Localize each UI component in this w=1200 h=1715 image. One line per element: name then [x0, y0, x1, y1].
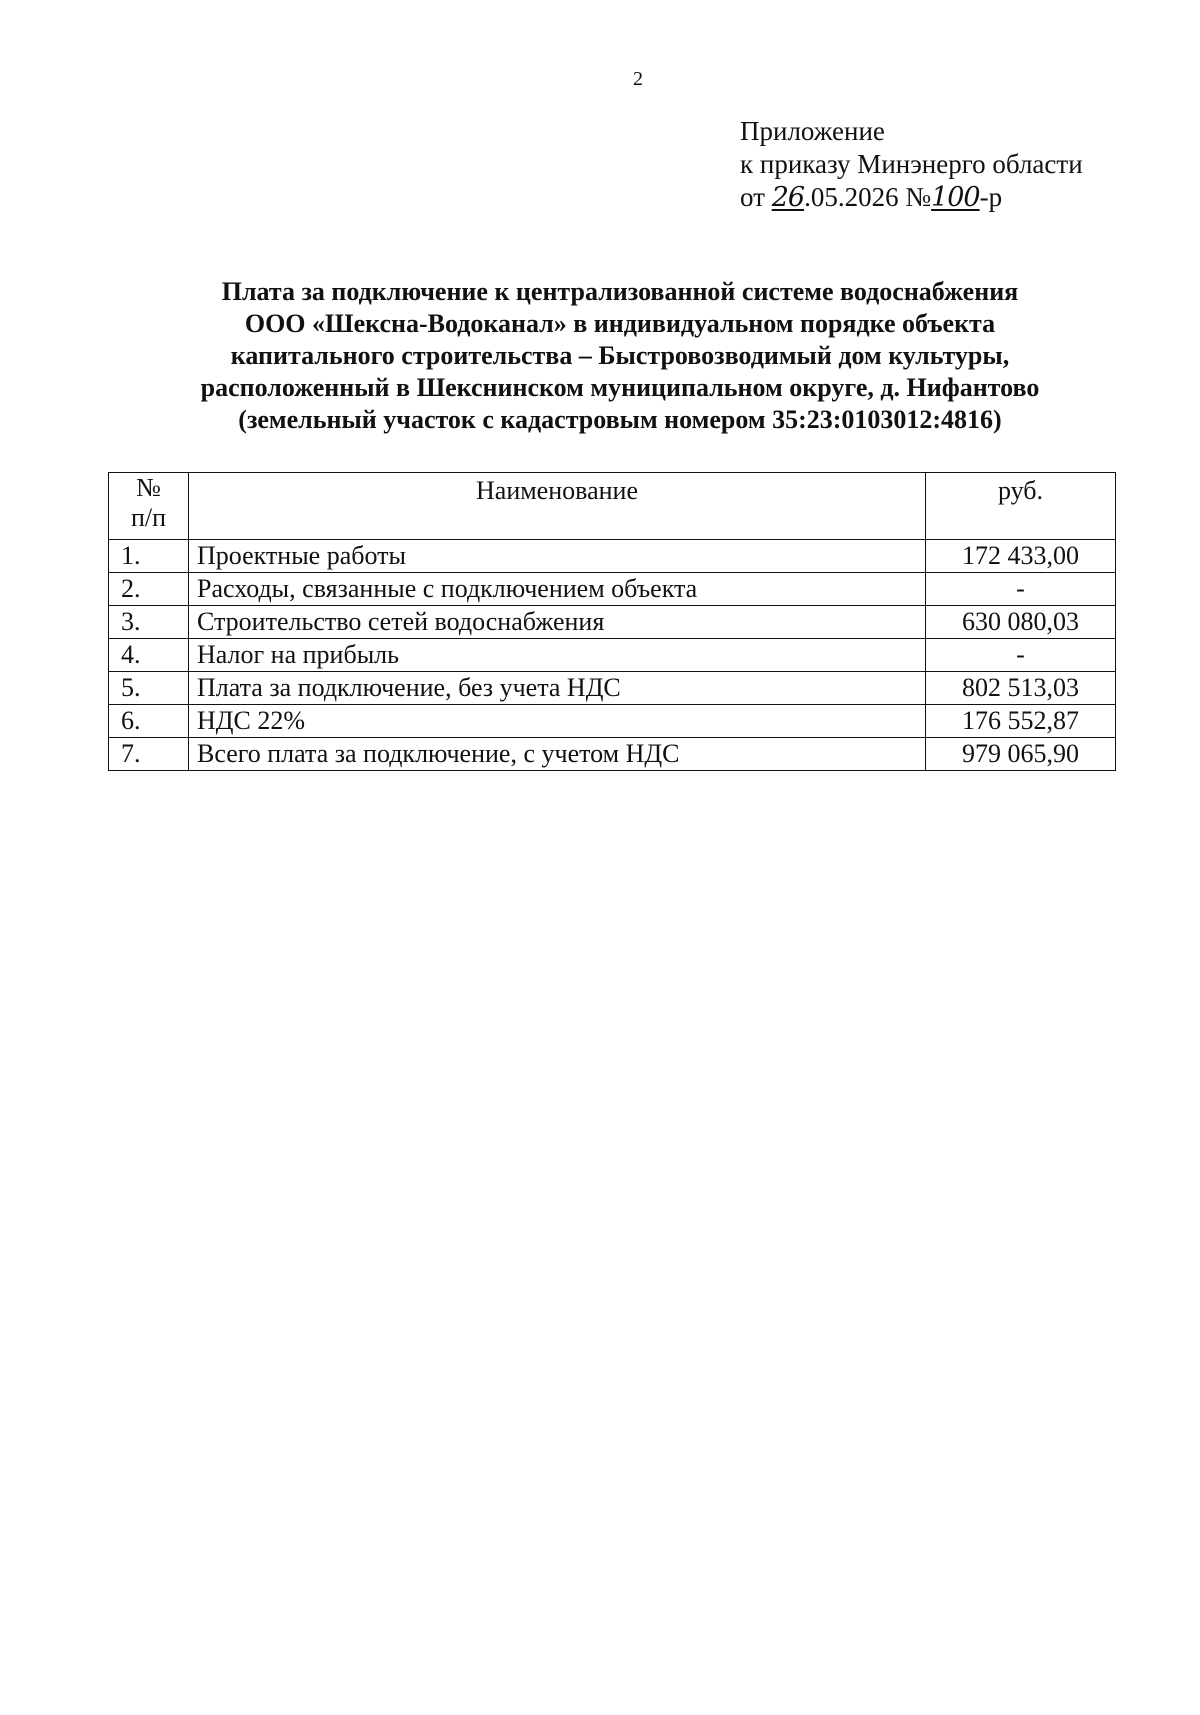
row-number: 4.	[109, 639, 189, 672]
appendix-block	[740, 115, 1083, 214]
table-row	[109, 639, 1116, 672]
row-name: НДС 22%	[189, 705, 926, 738]
date-rest: .05.2026 №	[804, 182, 932, 212]
row-number: 6.	[109, 705, 189, 738]
row-amount: -	[926, 573, 1116, 606]
fee-table	[108, 472, 1116, 771]
row-name: Проектные работы	[189, 540, 926, 573]
table-row	[109, 606, 1116, 639]
row-amount: 172 433,00	[926, 540, 1116, 573]
page-number: 2	[633, 68, 643, 90]
document-title	[120, 276, 1120, 436]
table-row	[109, 540, 1116, 573]
row-name: Налог на прибыль	[189, 639, 926, 672]
header-name: Наименование	[189, 473, 926, 540]
header-amount: руб.	[926, 473, 1116, 540]
row-number: 2.	[109, 573, 189, 606]
row-name: Строительство сетей водоснабжения	[189, 606, 926, 639]
row-amount: 176 552,87	[926, 705, 1116, 738]
order-suffix: -р	[979, 182, 1003, 212]
appendix-title: Приложение	[740, 116, 885, 146]
row-number: 5.	[109, 672, 189, 705]
title-line: (земельный участок с кадастровым номером 35:23:0103012:4816)	[238, 405, 1002, 434]
table-row	[109, 672, 1116, 705]
row-number: 7.	[109, 738, 189, 771]
row-number: 1.	[109, 540, 189, 573]
row-name: Расходы, связанные с подключением объекта	[189, 573, 926, 606]
row-name: Плата за подключение, без учета НДС	[189, 672, 926, 705]
title-line: Плата за подключение к централизованной системе водоснабжения	[221, 277, 1019, 306]
row-amount: 979 065,90	[926, 738, 1116, 771]
table-header-row	[109, 473, 1116, 540]
table-row	[109, 738, 1116, 771]
table-row	[109, 705, 1116, 738]
handwritten-order-number: 100	[931, 182, 980, 213]
title-line: ООО «Шексна-Водоканал» в индивидуальном порядке объекта	[244, 309, 996, 338]
appendix-order-ref: к приказу Минэнерго области	[740, 149, 1083, 179]
row-name: Всего плата за подключение, с учетом НДС	[189, 738, 926, 771]
title-line: расположенный в Шекснинском муниципальном округе, д. Нифантово	[200, 373, 1040, 402]
header-number-sign: №	[136, 473, 161, 502]
row-amount: -	[926, 639, 1116, 672]
handwritten-day: 26	[771, 182, 805, 213]
row-amount: 802 513,03	[926, 672, 1116, 705]
header-number	[109, 473, 189, 540]
title-line: капитального строительства – Быстровозводимый дом культуры,	[230, 341, 1010, 370]
row-number: 3.	[109, 606, 189, 639]
date-prefix: от	[740, 182, 772, 212]
table-row	[109, 573, 1116, 606]
header-number-pp: п/п	[130, 503, 167, 532]
appendix-date-line	[740, 181, 1083, 214]
row-amount: 630 080,03	[926, 606, 1116, 639]
